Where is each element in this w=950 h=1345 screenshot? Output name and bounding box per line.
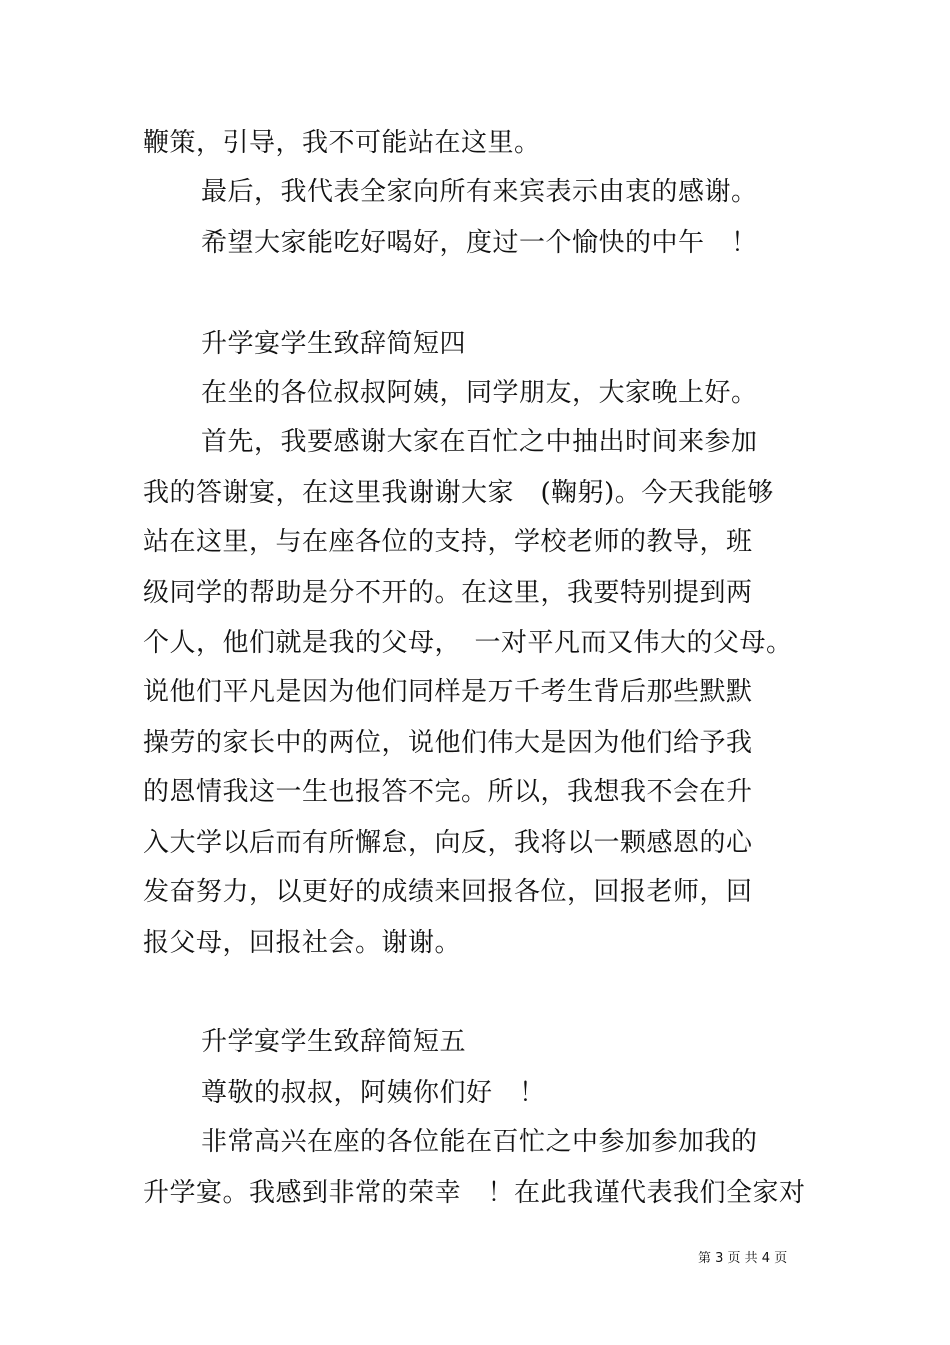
text-line-5: 在坐的各位叔叔阿姨，同学朋友，大家晚上好。 (201, 378, 758, 408)
text-line-2: 最后，我代表全家向所有来宾表示由衷的感谢。 (201, 177, 758, 207)
text-line-7: 我的答谢宴，在这里我谢谢大家 (鞠躬)。今天我能够 (143, 478, 774, 508)
text-line-11: 说他们平凡是因为他们同样是万千考生背后那些默默 (143, 677, 753, 707)
section-heading-4: 升学宴学生致辞简短四 (201, 329, 467, 359)
text-line-12: 操劳的家长中的两位，说他们伟大是因为他们给予我 (143, 728, 753, 758)
text-line-14: 入大学以后而有所懈怠，向反，我将以一颗感恩的心 (143, 828, 753, 858)
text-line-18: 尊敬的叔叔，阿姨你们好 ！ (201, 1078, 546, 1108)
text-line-8: 站在这里，与在座各位的支持，学校老师的教导，班 (143, 527, 753, 557)
text-line-15: 发奋努力，以更好的成绩来回报各位，回报老师，回 (143, 877, 753, 907)
text-line-1: 鞭策，引导，我不可能站在这里。 (143, 128, 541, 158)
section-heading-5: 升学宴学生致辞简短五 (201, 1027, 467, 1057)
page-footer: 第 3 页 共 4 页 (698, 1251, 788, 1266)
text-line-20: 升学宴。我感到非常的荣幸 ！在此我谨代表我们全家对 (143, 1178, 806, 1208)
text-line-19: 非常高兴在座的各位能在百忙之中参加参加我的 (201, 1127, 758, 1157)
text-line-16: 报父母，回报社会。谢谢。 (143, 928, 462, 958)
text-line-6: 首先，我要感谢大家在百忙之中抽出时间来参加 (201, 427, 758, 457)
text-line-9: 级同学的帮助是分不开的。在这里，我要特别提到两 (143, 578, 753, 608)
text-line-13: 的恩情我这一生也报答不完。所以，我想我不会在升 (143, 777, 753, 807)
text-line-3: 希望大家能吃好喝好，度过一个愉快的中午 ！ (201, 228, 758, 258)
text-line-10: 个人，他们就是我的父母， 一对平凡而又伟大的父母。 (143, 628, 793, 658)
